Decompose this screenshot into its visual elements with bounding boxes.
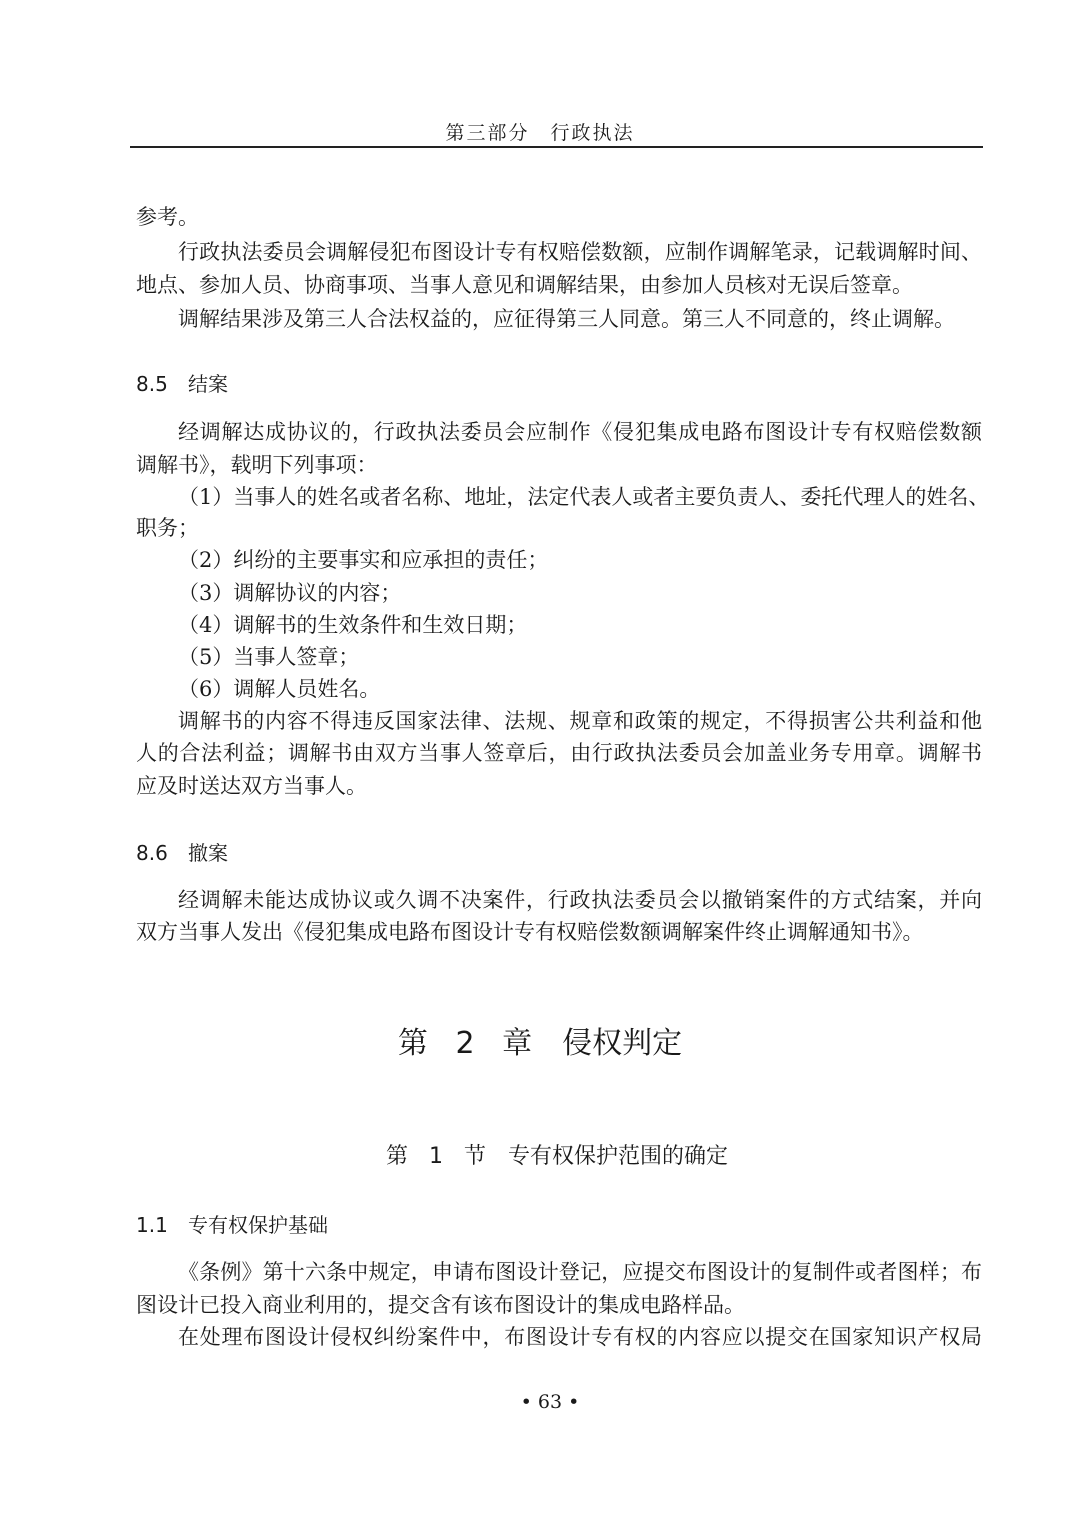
section-number: 8.6 bbox=[136, 841, 168, 865]
list-item: （1）当事人的姓名或者名称、地址，法定代表人或者主要负责人、委托代理人的姓名、 bbox=[178, 485, 990, 509]
paragraph-line: 调解结果涉及第三人合法权益的，应征得第三人同意。第三人不同意的，终止调解。 bbox=[178, 307, 955, 331]
list-item: （2）纠纷的主要事实和应承担的责任； bbox=[178, 548, 549, 572]
section-number: 1.1 bbox=[136, 1213, 168, 1237]
section-heading-8-6 bbox=[136, 838, 228, 868]
header-rule bbox=[130, 146, 983, 148]
running-header: 第三部分 行政执法 bbox=[445, 122, 635, 144]
list-item: （6）调解人员姓名。 bbox=[178, 677, 381, 701]
paragraph-line: 经调解未能达成协议或久调不决案件，行政执法委员会以撤销案件的方式结案，并向 bbox=[178, 888, 982, 912]
paragraph-line: 双方当事人发出《侵犯集成电路布图设计专有权赔偿数额调解案件终止调解通知书》。 bbox=[136, 920, 924, 944]
section-title: 结案 bbox=[188, 372, 228, 396]
paragraph-line: 调解书》，载明下列事项： bbox=[136, 453, 378, 477]
paragraph-line: 人的合法利益；调解书由双方当事人签章后，由行政执法委员会加盖业务专用章。调解书 bbox=[136, 741, 982, 765]
list-item: （5）当事人签章； bbox=[178, 645, 360, 669]
subsection-title: 第 1 节 专有权保护范围的确定 bbox=[386, 1144, 728, 1169]
chapter-title: 第 2 章 侵权判定 bbox=[397, 1026, 683, 1061]
paragraph-line: 图设计已投入商业利用的，提交含有该布图设计的集成电路样品。 bbox=[136, 1293, 745, 1317]
continuation-text: 参考。 bbox=[136, 205, 199, 229]
paragraph-line: 行政执法委员会调解侵犯布图设计专有权赔偿数额，应制作调解笔录，记载调解时间、 bbox=[178, 240, 982, 264]
section-number: 8.5 bbox=[136, 372, 168, 396]
section-heading-8-5 bbox=[136, 369, 228, 399]
list-item-continuation: 职务； bbox=[136, 516, 199, 540]
paragraph-line: 《条例》第十六条中规定，申请布图设计登记，应提交布图设计的复制件或者图样；布 bbox=[178, 1260, 982, 1284]
paragraph-line: 地点、参加人员、协商事项、当事人意见和调解结果，由参加人员核对无误后签章。 bbox=[136, 273, 913, 297]
paragraph-line: 调解书的内容不得违反国家法律、法规、规章和政策的规定，不得损害公共利益和他 bbox=[178, 709, 982, 733]
section-title: 撤案 bbox=[188, 841, 228, 865]
paragraph-line: 应及时送达双方当事人。 bbox=[136, 774, 367, 798]
list-item: （4）调解书的生效条件和生效日期； bbox=[178, 613, 528, 637]
list-item: （3）调解协议的内容； bbox=[178, 581, 402, 605]
paragraph-line: 经调解达成协议的，行政执法委员会应制作《侵犯集成电路布图设计专有权赔偿数额 bbox=[178, 420, 982, 444]
section-title: 专有权保护基础 bbox=[188, 1213, 328, 1237]
paragraph-line: 在处理布图设计侵权纠纷案件中，布图设计专有权的内容应以提交在国家知识产权局 bbox=[178, 1325, 982, 1349]
section-heading-1-1 bbox=[136, 1210, 328, 1240]
page-number: • 63 • bbox=[520, 1391, 580, 1413]
